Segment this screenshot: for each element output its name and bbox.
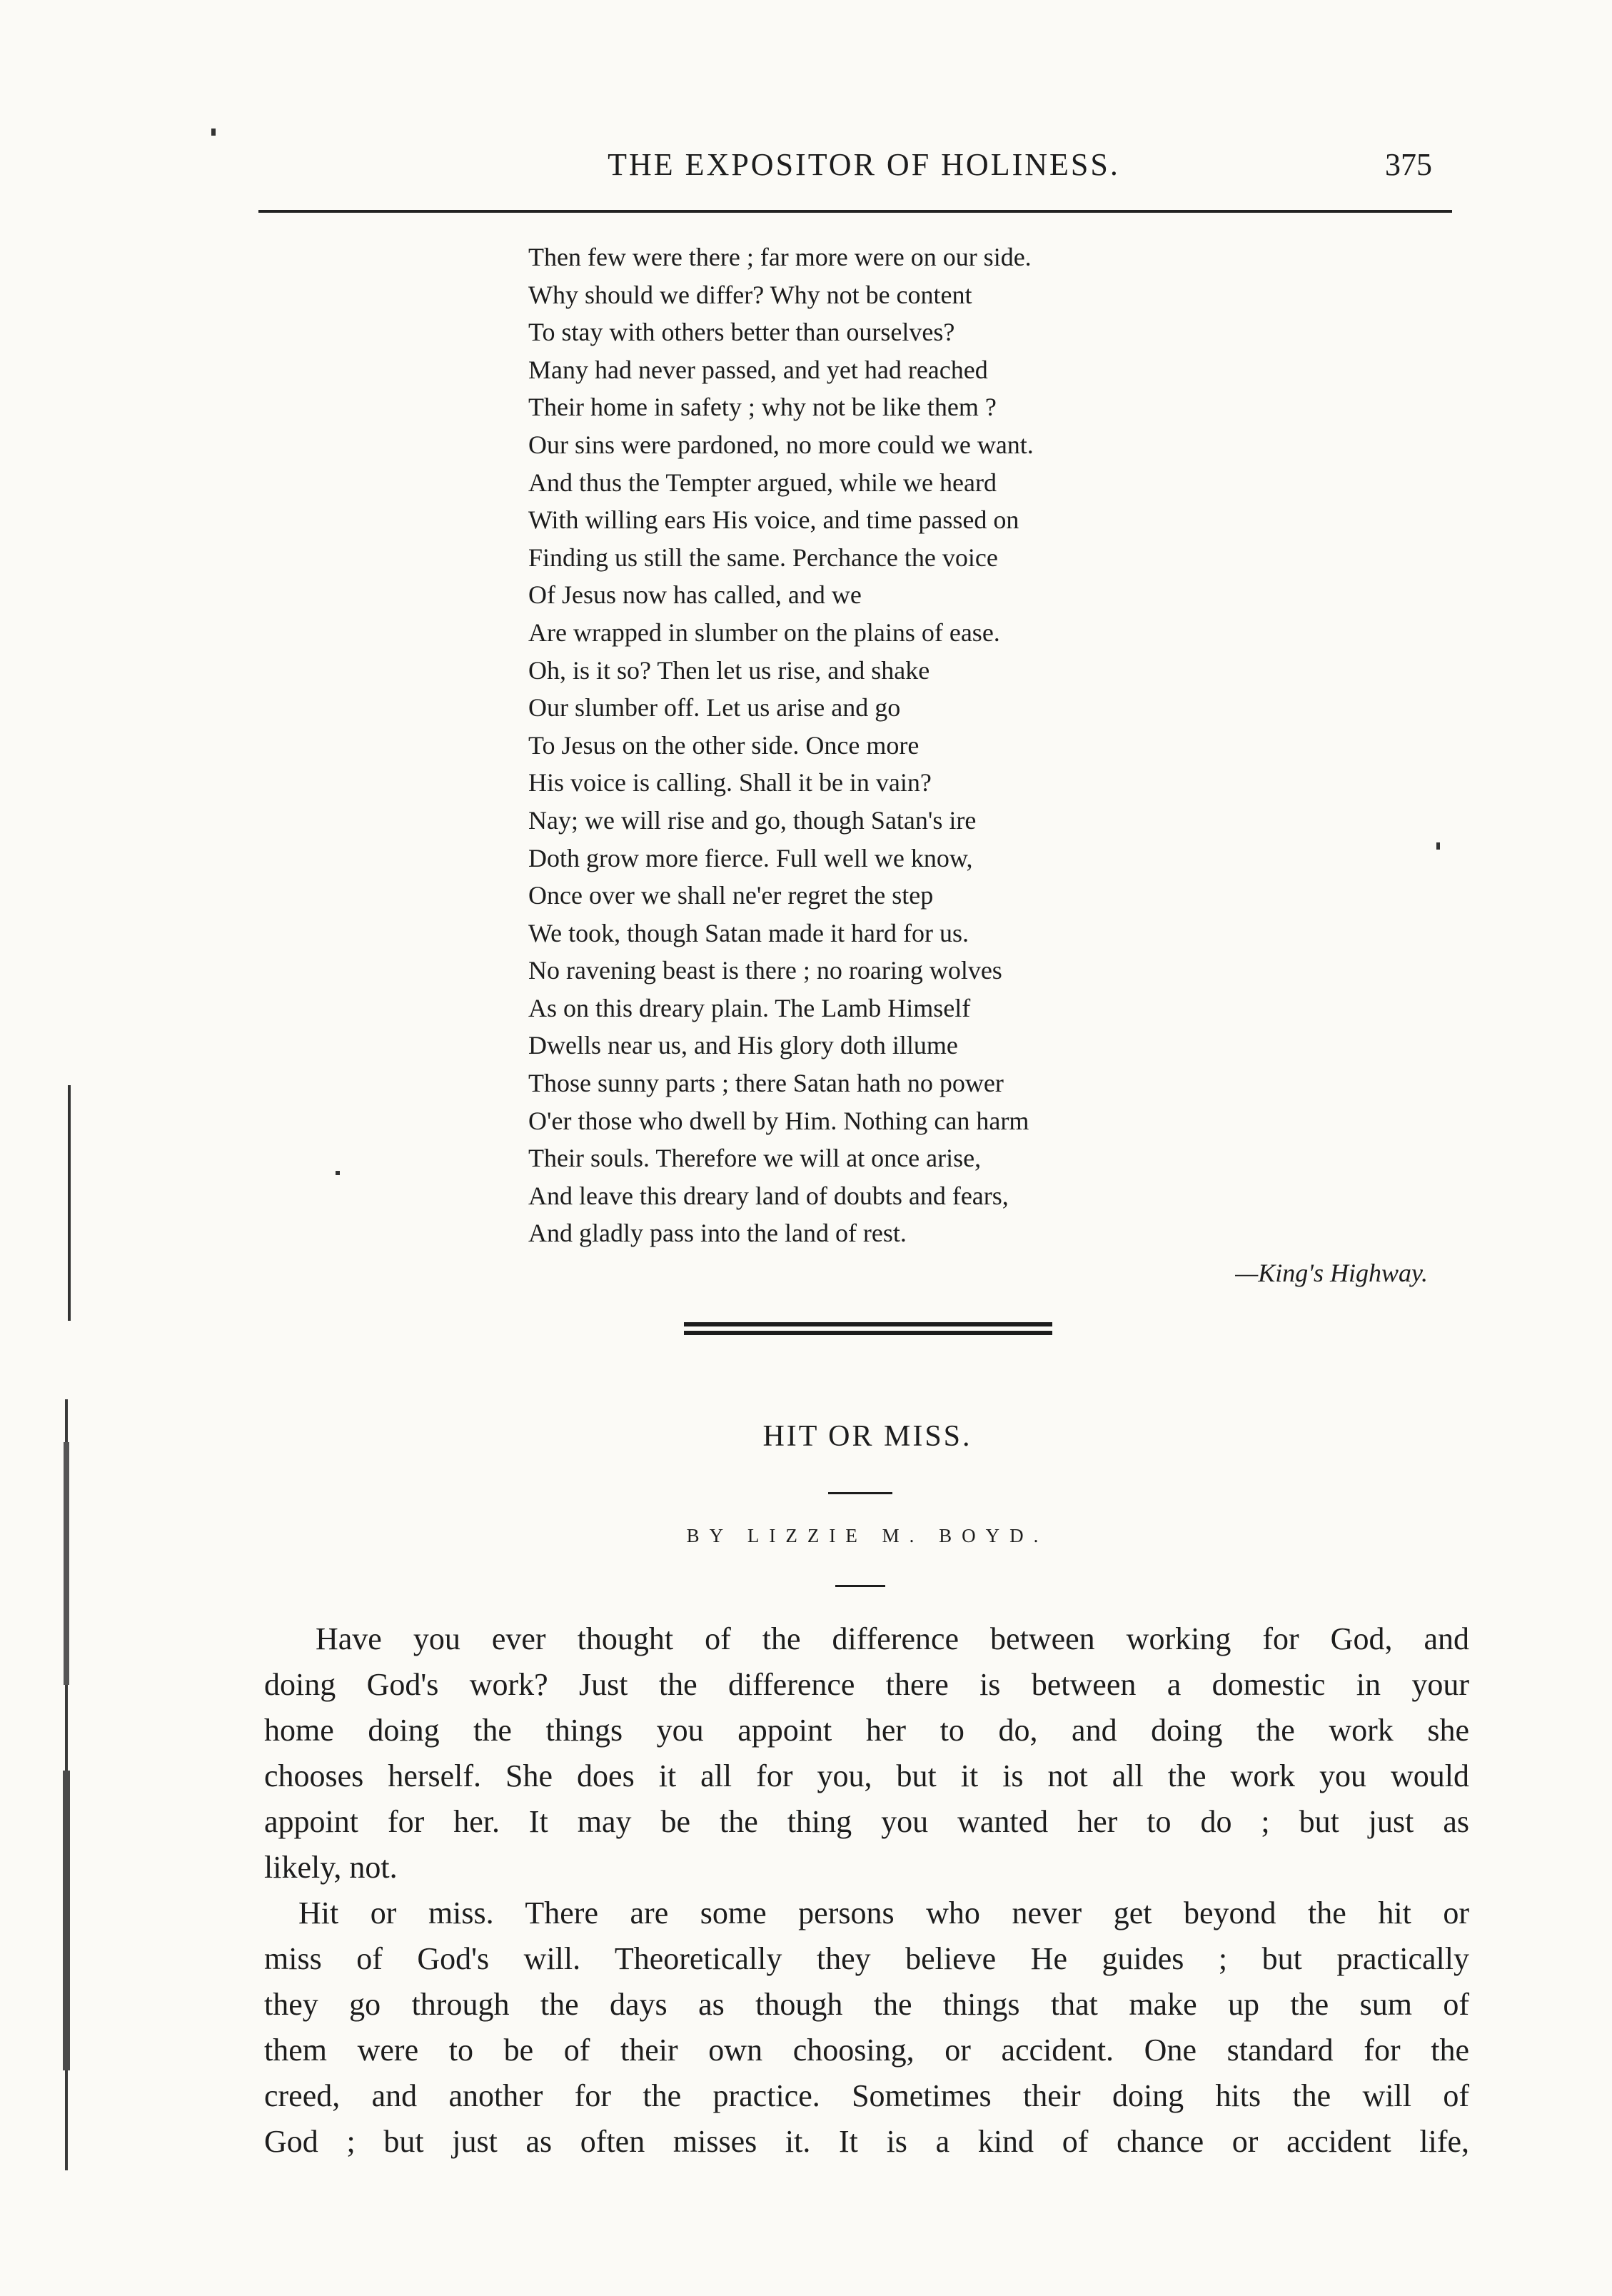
running-header-title: THE EXPOSITOR OF HOLINESS. <box>608 147 1120 182</box>
byline-rule <box>835 1585 885 1587</box>
margin-mark <box>68 1085 71 1321</box>
poem-line: And thus the Tempter argued, while we heard <box>528 468 997 497</box>
poem-line: Once over we shall ne'er regret the step <box>528 881 934 910</box>
poem-line: Finding us still the same. Perchance the voice <box>528 543 998 572</box>
page-number: 375 <box>1385 147 1432 182</box>
poem-attribution: —King's Highway. <box>1235 1259 1428 1287</box>
poem-line: Are wrapped in slumber on the plains of ease. <box>528 618 1000 647</box>
poem-line: Many had never passed, and yet had reached <box>528 355 988 384</box>
body-line: miss of God's will. Theoretically they believe He guides ; but practically <box>264 1941 1469 1976</box>
poem-line: Why should we differ? Why not be content <box>528 280 972 309</box>
body-line: God ; but just as often misses it. It is a kind of chance or accident life, <box>264 2124 1469 2159</box>
poem-line: To Jesus on the other side. Once more <box>528 730 920 760</box>
article-body <box>264 1616 1469 2165</box>
poem-line: O'er those who dwell by Him. Nothing can harm <box>528 1106 1029 1135</box>
article-title: HIT OR MISS. <box>762 1420 972 1453</box>
poem-line: And gladly pass into the land of rest. <box>528 1219 907 1248</box>
poem-line: Oh, is it so? Then let us rise, and shake <box>528 655 930 685</box>
section-divider <box>684 1322 1052 1336</box>
poem-line: Those sunny parts ; there Satan hath no power <box>528 1069 1004 1098</box>
poem-line: Doth grow more fierce. Full well we know, <box>528 843 973 872</box>
body-line: appoint for her. It may be the thing you wanted her to do ; but just as <box>264 1804 1469 1839</box>
margin-mark <box>211 129 216 136</box>
margin-mark <box>1436 842 1440 850</box>
binding-edge-artifact <box>61 1399 73 2170</box>
body-line: Hit or miss. There are some persons who never get beyond the hit or <box>298 1895 1469 1930</box>
article-byline: BY LIZZIE M. BOYD. <box>686 1525 1049 1546</box>
body-line: they go through the days as though the things that make up the sum of <box>264 1987 1469 2022</box>
body-line: home doing the things you appoint her to do, and doing the work she <box>264 1713 1469 1748</box>
body-line: Have you ever thought of the difference between working for God, and <box>316 1621 1469 1656</box>
poem-line: Their home in safety ; why not be like them ? <box>528 393 997 422</box>
poem-line: Our sins were pardoned, no more could we want. <box>528 430 1034 459</box>
margin-mark <box>336 1171 340 1175</box>
poem-line: Dwells near us, and His glory doth illume <box>528 1031 958 1060</box>
poem-line: Of Jesus now has called, and we <box>528 580 862 610</box>
body-line: creed, and another for the practice. Sometimes their doing hits the will of <box>264 2078 1469 2113</box>
body-line: doing God's work? Just the difference there is between a domestic in your <box>264 1667 1469 1702</box>
body-line: them were to be of their own choosing, or accident. One standard for the <box>264 2033 1469 2068</box>
poem-line: His voice is calling. Shall it be in vain? <box>528 768 932 797</box>
poem-line: As on this dreary plain. The Lamb Himself <box>528 993 971 1022</box>
poem-line: To stay with others better than ourselves? <box>528 318 955 347</box>
poem-line: Their souls. Therefore we will at once arise, <box>528 1144 982 1173</box>
body-line: chooses herself. She does it all for you, but it is not all the work you would <box>264 1758 1469 1793</box>
header-rule <box>258 210 1452 213</box>
body-line: likely, not. <box>264 1850 398 1885</box>
poem-line: With willing ears His voice, and time passed on <box>528 505 1019 535</box>
poem-line: Nay; we will rise and go, though Satan's ire <box>528 805 977 835</box>
poem-line: And leave this dreary land of doubts and fears, <box>528 1181 1009 1210</box>
poem-line: We took, though Satan made it hard for us. <box>528 918 969 947</box>
poem <box>528 238 1456 1252</box>
poem-line: No ravening beast is there ; no roaring wolves <box>528 956 1002 985</box>
poem-line: Then few were there ; far more were on our side. <box>528 243 1032 271</box>
title-rule <box>828 1492 892 1494</box>
poem-line: Our slumber off. Let us arise and go <box>528 693 901 722</box>
